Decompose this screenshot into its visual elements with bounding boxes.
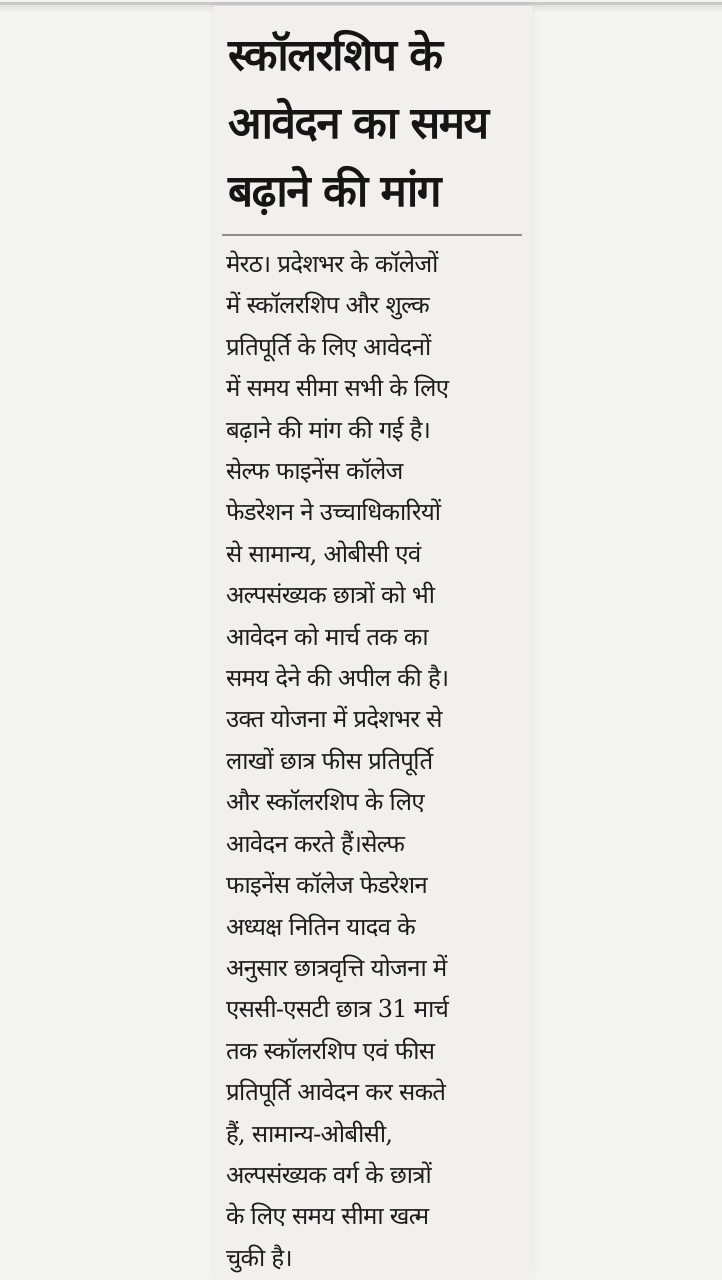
body-line: और स्कॉलरशिप के लिए — [226, 788, 424, 817]
body-line: से सामान्य, ओबीसी एवं — [226, 539, 421, 568]
headline-line: बढ़ाने की मांग — [228, 166, 441, 217]
body-line: फाइनेंस कॉलेज फेडरेशन — [226, 871, 428, 900]
body-line: अनुसार छात्रवृत्ति योजना में — [226, 953, 447, 982]
body-line: तक स्कॉलरशिप एवं फीस — [226, 1036, 435, 1065]
body-line: सेल्फ फाइनेंस कॉलेज — [226, 457, 403, 486]
body-line: मेरठ। प्रदेशभर के कॉलेजों — [226, 250, 438, 278]
body-line: अध्यक्ष नितिन यादव के — [226, 912, 415, 941]
body-line: समय देने की अपील की है। — [226, 664, 449, 693]
body-line: में समय सीमा सभी के लिए — [226, 374, 449, 403]
body-line: हैं, सामान्य-ओबीसी, — [226, 1119, 393, 1148]
headline-divider — [222, 234, 522, 236]
body-line: फेडरेशन ने उच्चाधिकारियों — [226, 498, 441, 527]
body-line: आवेदन करते हैं।सेल्फ — [226, 829, 405, 858]
article-body — [226, 244, 518, 1279]
headline-line: आवेदन का समय — [228, 98, 488, 149]
body-line: में स्कॉलरशिप और शुल्क — [226, 291, 429, 320]
body-line: अल्पसंख्यक छात्रों को भी — [226, 581, 435, 610]
body-line: प्रतिपूर्ति के लिए आवेदनों — [226, 332, 431, 361]
headline-line: स्कॉलरशिप के — [228, 30, 442, 81]
body-line: अल्पसंख्यक वर्ग के छात्रों — [226, 1160, 432, 1189]
body-line: बढ़ाने की मांग की गई है। — [226, 415, 431, 444]
body-line: प्रतिपूर्ति आवेदन कर सकते — [226, 1078, 446, 1107]
body-line: के लिए समय सीमा खत्म — [226, 1202, 429, 1231]
body-line: एससी-एसटी छात्र 31 मार्च — [226, 995, 449, 1024]
body-line: उक्त योजना में प्रदेशभर से — [226, 705, 442, 734]
body-line: लाखों छात्र फीस प्रतिपूर्ति — [226, 746, 433, 775]
body-line: चुकी है। — [226, 1243, 292, 1272]
headline — [228, 22, 518, 226]
body-line: आवेदन को मार्च तक का — [226, 622, 428, 651]
